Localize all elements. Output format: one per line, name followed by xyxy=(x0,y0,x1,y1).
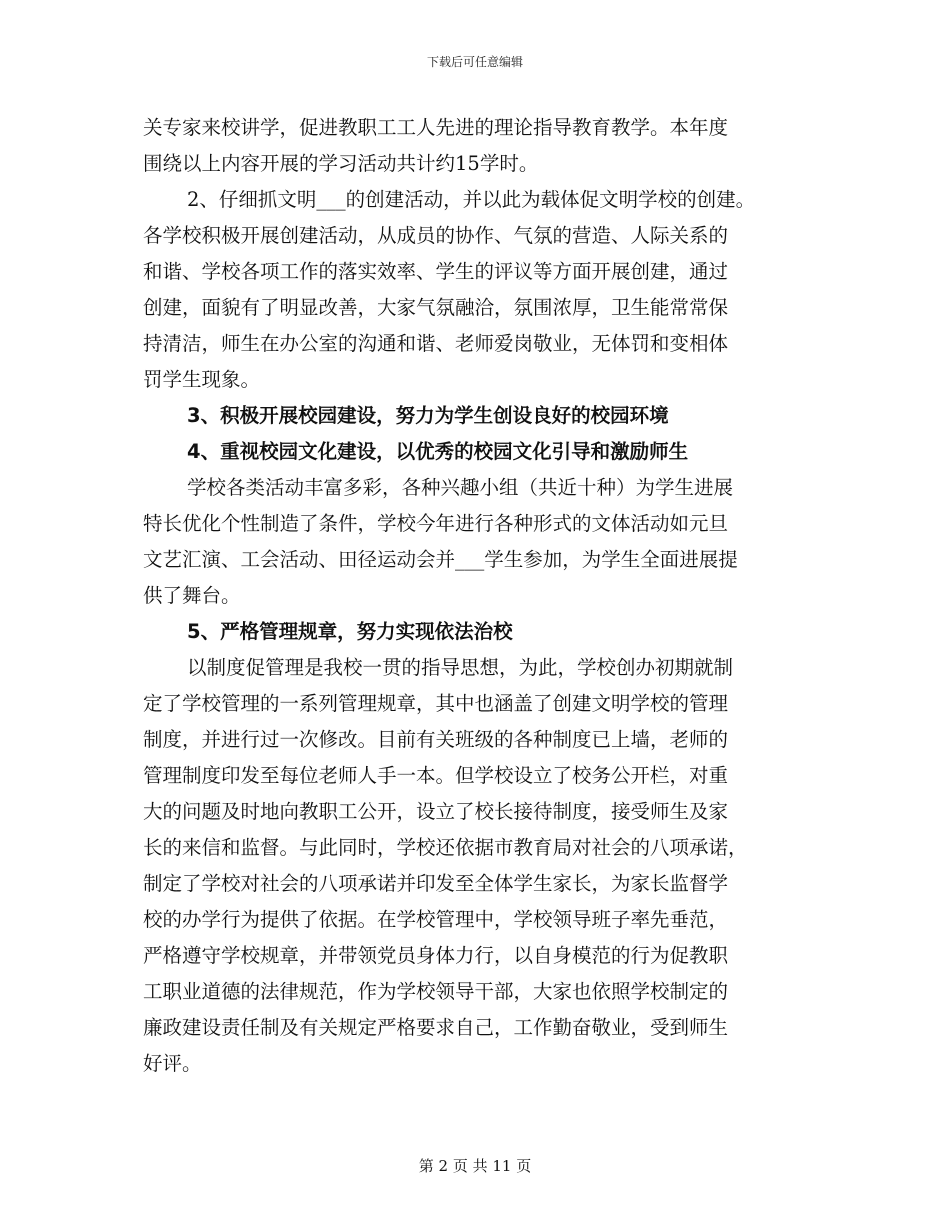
page-number-footer: 第 2 页 共 11 页 xyxy=(418,1157,532,1175)
section-heading-3: 3、积极开展校园建设，努力为学生创设良好的校园环境 xyxy=(187,404,669,427)
body-line: 管理制度印发至每位老师人手一本。但学校设立了校务公开栏，对重 xyxy=(143,764,729,787)
body-line: 特长优化个性制造了条件，学校今年进行各种形式的文体活动如元旦 xyxy=(143,512,729,535)
body-line: 文艺汇演、工会活动、田径运动会并___学生参加，为学生全面进展提 xyxy=(143,548,738,571)
body-line: 校的办学行为提供了依据。在学校管理中，学校领导班子率先垂范， xyxy=(143,908,729,931)
body-line: 围绕以上内容开展的学习活动共计约15学时。 xyxy=(143,152,539,175)
body-line: 供了舞台。 xyxy=(143,584,241,607)
section-heading-4: 4、重视校园文化建设，以优秀的校园文化引导和激励师生 xyxy=(187,440,689,463)
body-line: 学校各类活动丰富多彩，各种兴趣小组（共近十种）为学生进展 xyxy=(187,476,734,499)
body-line: 创建，面貌有了明显改善，大家气氛融洽，氛围浓厚，卫生能常常保 xyxy=(143,296,729,319)
body-line: 工职业道德的法律规范，作为学校领导干部，大家也依照学校制定的 xyxy=(143,980,729,1003)
body-line: 严格遵守学校规章，并带领党员身体力行，以自身模范的行为促教职 xyxy=(143,944,729,967)
body-line: 定了学校管理的一系列管理规章，其中也涵盖了创建文明学校的管理 xyxy=(143,692,729,715)
body-line: 好评。 xyxy=(143,1052,202,1075)
body-line: 大的问题及时地向教职工公开，设立了校长接待制度，接受师生及家 xyxy=(143,800,729,823)
body-line: 长的来信和监督。与此同时，学校还依据市教育局对社会的八项承诺， xyxy=(143,836,748,859)
section-2-line: 2、仔细抓文明___的创建活动，并以此为载体促文明学校的创建。 xyxy=(187,188,756,211)
body-line: 持清洁，师生在办公室的沟通和谐、老师爱岗敬业，无体罚和变相体 xyxy=(143,332,729,355)
body-line: 罚学生现象。 xyxy=(143,368,261,391)
body-line: 关专家来校讲学，促进教职工工人先进的理论指导教育教学。本年度 xyxy=(143,116,729,139)
body-line: 制度，并进行过一次修改。目前有关班级的各种制度已上墙，老师的 xyxy=(143,728,729,751)
page-header-note: 下载后可任意编辑 xyxy=(426,55,523,69)
document-body xyxy=(143,110,815,1082)
body-line: 和谐、学校各项工作的落实效率、学生的评议等方面开展创建，通过 xyxy=(143,260,729,283)
body-line: 以制度促管理是我校一贯的指导思想，为此，学校创办初期就制 xyxy=(187,656,734,679)
body-line: 廉政建设责任制及有关规定严格要求自己，工作勤奋敬业，受到师生 xyxy=(143,1016,729,1039)
body-line: 各学校积极开展创建活动，从成员的协作、气氛的营造、人际关系的 xyxy=(143,224,729,247)
body-line: 制定了学校对社会的八项承诺并印发至全体学生家长，为家长监督学 xyxy=(143,872,729,895)
section-heading-5: 5、严格管理规章，努力实现依法治校 xyxy=(187,620,513,643)
